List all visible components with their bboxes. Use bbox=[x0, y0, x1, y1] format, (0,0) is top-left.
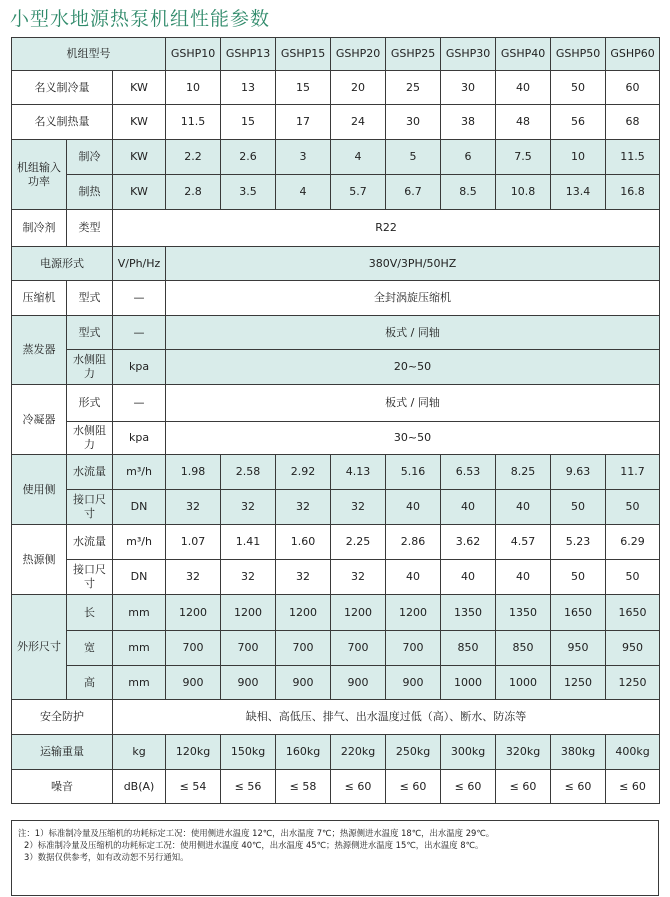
value-cell: ≤ 56 bbox=[221, 770, 276, 804]
value-cell: 1.60 bbox=[276, 525, 331, 560]
value-cell: 10 bbox=[166, 71, 221, 105]
sub-label: 接口尺寸 bbox=[67, 490, 113, 525]
value-cell: 1200 bbox=[276, 595, 331, 631]
row-label: 噪音 bbox=[12, 770, 113, 804]
evaporator-type-row bbox=[12, 316, 660, 350]
value-cell: ≤ 60 bbox=[441, 770, 496, 804]
noise-row bbox=[12, 770, 660, 804]
value-cell: 50 bbox=[606, 490, 660, 525]
value-cell: 1200 bbox=[331, 595, 386, 631]
unit-cell: KW bbox=[113, 175, 166, 210]
value-cell: 2.25 bbox=[331, 525, 386, 560]
row-label: 制冷剂 bbox=[12, 210, 67, 247]
sub-label: 宽 bbox=[67, 631, 113, 666]
value-cell: 3.5 bbox=[221, 175, 276, 210]
value-cell: 6.29 bbox=[606, 525, 660, 560]
group-label: 外形尺寸 bbox=[12, 595, 67, 700]
value-cell: 900 bbox=[331, 666, 386, 700]
value-cell: 2.86 bbox=[386, 525, 441, 560]
compressor-row bbox=[12, 281, 660, 316]
unit-cell: DN bbox=[113, 490, 166, 525]
row-label: 压缩机 bbox=[12, 281, 67, 316]
value-cell: 4 bbox=[276, 175, 331, 210]
value-cell: 50 bbox=[606, 560, 660, 595]
evaporator-resistance-row bbox=[12, 350, 660, 385]
value-cell: 850 bbox=[441, 631, 496, 666]
condenser-type-row bbox=[12, 385, 660, 422]
value-cell: 32 bbox=[166, 560, 221, 595]
use-side-flow-row bbox=[12, 455, 660, 490]
value-cell: 700 bbox=[276, 631, 331, 666]
value-cell: 50 bbox=[551, 560, 606, 595]
unit-cell: KW bbox=[113, 71, 166, 105]
condenser-resistance-row bbox=[12, 422, 660, 455]
model-header-cell: GSHP50 bbox=[551, 38, 606, 71]
value-cell: 11.5 bbox=[606, 140, 660, 175]
value-cell: 32 bbox=[221, 560, 276, 595]
value-cell: 30 bbox=[441, 71, 496, 105]
value-cell: 320kg bbox=[496, 735, 551, 770]
value-cell: 5 bbox=[386, 140, 441, 175]
group-label: 机组输入功率 bbox=[12, 140, 67, 210]
source-side-flow-row bbox=[12, 525, 660, 560]
notes-box bbox=[11, 820, 659, 896]
weight-row bbox=[12, 735, 660, 770]
group-label: 热源侧 bbox=[12, 525, 67, 595]
unit-cell: — bbox=[113, 385, 166, 422]
value-cell: 11.5 bbox=[166, 105, 221, 140]
unit-cell: kpa bbox=[113, 350, 166, 385]
unit-cell: mm bbox=[113, 666, 166, 700]
value-cell: 13 bbox=[221, 71, 276, 105]
value-cell: 1250 bbox=[551, 666, 606, 700]
unit-cell: kg bbox=[113, 735, 166, 770]
sub-label: 长 bbox=[67, 595, 113, 631]
value-cell: 900 bbox=[386, 666, 441, 700]
unit-cell: V/Ph/Hz bbox=[113, 247, 166, 281]
value-cell: 6.7 bbox=[386, 175, 441, 210]
sub-label: 水流量 bbox=[67, 525, 113, 560]
dimension-width-row bbox=[12, 631, 660, 666]
value-cell: 1.41 bbox=[221, 525, 276, 560]
sub-label: 高 bbox=[67, 666, 113, 700]
value-cell: ≤ 60 bbox=[551, 770, 606, 804]
value-cell: 950 bbox=[551, 631, 606, 666]
value-cell: 1.98 bbox=[166, 455, 221, 490]
note-1: 注：1）标准制冷量及压缩机的功耗标定工况：使用侧进水温度 12℃，出水温度 7℃；热源侧进水温度 18℃，出水温度 29℃。 bbox=[18, 828, 495, 838]
value-cell: 25 bbox=[386, 71, 441, 105]
value-cell: ≤ 54 bbox=[166, 770, 221, 804]
value-cell: 40 bbox=[441, 560, 496, 595]
value-cell: ≤ 60 bbox=[606, 770, 660, 804]
unit-cell: m³/h bbox=[113, 455, 166, 490]
value-cell: 9.63 bbox=[551, 455, 606, 490]
value-cell: 40 bbox=[496, 71, 551, 105]
value-cell: 1250 bbox=[606, 666, 660, 700]
sub-label: 型式 bbox=[67, 281, 113, 316]
value-cell: 8.5 bbox=[441, 175, 496, 210]
value-cell: ≤ 58 bbox=[276, 770, 331, 804]
value-cell: 48 bbox=[496, 105, 551, 140]
value-cell: 700 bbox=[386, 631, 441, 666]
value-cell: 220kg bbox=[331, 735, 386, 770]
value-cell: 4.13 bbox=[331, 455, 386, 490]
merged-value-cell: 板式 / 同轴 bbox=[166, 316, 660, 350]
value-cell: 40 bbox=[441, 490, 496, 525]
value-cell: 2.6 bbox=[221, 140, 276, 175]
value-cell: 50 bbox=[551, 490, 606, 525]
sub-label: 水侧阻力 bbox=[67, 422, 113, 455]
group-label: 使用侧 bbox=[12, 455, 67, 525]
model-header-cell: GSHP13 bbox=[221, 38, 276, 71]
merged-value-cell: 板式 / 同轴 bbox=[166, 385, 660, 422]
value-cell: 10 bbox=[551, 140, 606, 175]
safety-row bbox=[12, 700, 660, 735]
unit-cell: DN bbox=[113, 560, 166, 595]
value-cell: 32 bbox=[331, 560, 386, 595]
value-cell: 1200 bbox=[221, 595, 276, 631]
sub-label: 形式 bbox=[67, 385, 113, 422]
value-cell: 300kg bbox=[441, 735, 496, 770]
value-cell: 4.57 bbox=[496, 525, 551, 560]
value-cell: 32 bbox=[331, 490, 386, 525]
value-cell: 50 bbox=[551, 71, 606, 105]
value-cell: 32 bbox=[166, 490, 221, 525]
unit-cell: m³/h bbox=[113, 525, 166, 560]
model-header-label: 机组型号 bbox=[12, 38, 166, 71]
group-label: 冷凝器 bbox=[12, 385, 67, 455]
value-cell: 5.16 bbox=[386, 455, 441, 490]
sub-label: 水流量 bbox=[67, 455, 113, 490]
value-cell: 3.62 bbox=[441, 525, 496, 560]
value-cell: 56 bbox=[551, 105, 606, 140]
model-header-cell: GSHP15 bbox=[276, 38, 331, 71]
value-cell: 120kg bbox=[166, 735, 221, 770]
value-cell: 30 bbox=[386, 105, 441, 140]
value-cell: 150kg bbox=[221, 735, 276, 770]
value-cell: 10.8 bbox=[496, 175, 551, 210]
merged-value-cell: 380V/3PH/50HZ bbox=[166, 247, 660, 281]
refrigerant-row bbox=[12, 210, 660, 247]
value-cell: 900 bbox=[276, 666, 331, 700]
group-label: 蒸发器 bbox=[12, 316, 67, 385]
row-label: 电源形式 bbox=[12, 247, 113, 281]
value-cell: 700 bbox=[331, 631, 386, 666]
value-cell: 17 bbox=[276, 105, 331, 140]
value-cell: 1650 bbox=[551, 595, 606, 631]
heating-capacity-row bbox=[12, 105, 660, 140]
model-header-cell: GSHP60 bbox=[606, 38, 660, 71]
value-cell: 32 bbox=[276, 490, 331, 525]
value-cell: 60 bbox=[606, 71, 660, 105]
sub-label: 制热 bbox=[67, 175, 113, 210]
value-cell: 1000 bbox=[441, 666, 496, 700]
value-cell: 15 bbox=[221, 105, 276, 140]
value-cell: 20 bbox=[331, 71, 386, 105]
value-cell: 5.7 bbox=[331, 175, 386, 210]
value-cell: ≤ 60 bbox=[386, 770, 441, 804]
value-cell: 160kg bbox=[276, 735, 331, 770]
value-cell: 1000 bbox=[496, 666, 551, 700]
merged-value-cell: 缺相、高低压、排气、出水温度过低（高）、断水、防冻等 bbox=[113, 700, 660, 735]
value-cell: 11.7 bbox=[606, 455, 660, 490]
unit-cell: KW bbox=[113, 140, 166, 175]
value-cell: 1650 bbox=[606, 595, 660, 631]
power-supply-row bbox=[12, 247, 660, 281]
value-cell: 2.2 bbox=[166, 140, 221, 175]
row-label: 名义制冷量 bbox=[12, 71, 113, 105]
sub-label: 类型 bbox=[67, 210, 113, 247]
value-cell: 24 bbox=[331, 105, 386, 140]
value-cell: 7.5 bbox=[496, 140, 551, 175]
value-cell: 8.25 bbox=[496, 455, 551, 490]
model-header-cell: GSHP25 bbox=[386, 38, 441, 71]
value-cell: 250kg bbox=[386, 735, 441, 770]
merged-value-cell: R22 bbox=[113, 210, 660, 247]
value-cell: 40 bbox=[386, 490, 441, 525]
value-cell: 6 bbox=[441, 140, 496, 175]
note-3: 3）数据仅供参考，如有改动恕不另行通知。 bbox=[24, 852, 189, 862]
value-cell: 15 bbox=[276, 71, 331, 105]
value-cell: 950 bbox=[606, 631, 660, 666]
value-cell: 1350 bbox=[496, 595, 551, 631]
row-label: 安全防护 bbox=[12, 700, 113, 735]
sub-label: 制冷 bbox=[67, 140, 113, 175]
use-side-port-row bbox=[12, 490, 660, 525]
header-row bbox=[12, 38, 660, 71]
model-header-cell: GSHP40 bbox=[496, 38, 551, 71]
value-cell: 5.23 bbox=[551, 525, 606, 560]
source-side-port-row bbox=[12, 560, 660, 595]
value-cell: 68 bbox=[606, 105, 660, 140]
unit-cell: mm bbox=[113, 595, 166, 631]
model-header-cell: GSHP10 bbox=[166, 38, 221, 71]
input-power-cooling-row bbox=[12, 140, 660, 175]
page-title: 小型水地源热泵机组性能参数 bbox=[10, 8, 271, 30]
value-cell: 32 bbox=[221, 490, 276, 525]
dimension-height-row bbox=[12, 666, 660, 700]
merged-value-cell: 30~50 bbox=[166, 422, 660, 455]
cooling-capacity-row bbox=[12, 71, 660, 105]
unit-cell: — bbox=[113, 316, 166, 350]
value-cell: 3 bbox=[276, 140, 331, 175]
note-2: 2）标准制冷量及压缩机的功耗标定工况：使用侧进水温度 40℃，出水温度 45℃；热源侧进水温度 15℃，出水温度 8℃。 bbox=[24, 840, 484, 850]
value-cell: ≤ 60 bbox=[496, 770, 551, 804]
value-cell: 38 bbox=[441, 105, 496, 140]
value-cell: 400kg bbox=[606, 735, 660, 770]
value-cell: 13.4 bbox=[551, 175, 606, 210]
value-cell: 2.8 bbox=[166, 175, 221, 210]
value-cell: 4 bbox=[331, 140, 386, 175]
value-cell: 900 bbox=[166, 666, 221, 700]
value-cell: 900 bbox=[221, 666, 276, 700]
value-cell: 2.58 bbox=[221, 455, 276, 490]
merged-value-cell: 全封涡旋压缩机 bbox=[166, 281, 660, 316]
unit-cell: dB(A) bbox=[113, 770, 166, 804]
value-cell: 700 bbox=[166, 631, 221, 666]
model-header-cell: GSHP30 bbox=[441, 38, 496, 71]
value-cell: 40 bbox=[496, 560, 551, 595]
value-cell: 850 bbox=[496, 631, 551, 666]
unit-cell: — bbox=[113, 281, 166, 316]
input-power-heating-row bbox=[12, 175, 660, 210]
unit-cell: KW bbox=[113, 105, 166, 140]
value-cell: 32 bbox=[276, 560, 331, 595]
value-cell: 40 bbox=[386, 560, 441, 595]
model-header-cell: GSHP20 bbox=[331, 38, 386, 71]
value-cell: 1200 bbox=[386, 595, 441, 631]
unit-cell: kpa bbox=[113, 422, 166, 455]
unit-cell: mm bbox=[113, 631, 166, 666]
row-label: 运输重量 bbox=[12, 735, 113, 770]
row-label: 名义制热量 bbox=[12, 105, 113, 140]
value-cell: 6.53 bbox=[441, 455, 496, 490]
merged-value-cell: 20~50 bbox=[166, 350, 660, 385]
value-cell: 1350 bbox=[441, 595, 496, 631]
value-cell: ≤ 60 bbox=[331, 770, 386, 804]
value-cell: 16.8 bbox=[606, 175, 660, 210]
value-cell: 700 bbox=[221, 631, 276, 666]
sub-label: 水侧阻力 bbox=[67, 350, 113, 385]
sub-label: 接口尺寸 bbox=[67, 560, 113, 595]
spec-table bbox=[11, 37, 660, 804]
value-cell: 40 bbox=[496, 490, 551, 525]
value-cell: 1.07 bbox=[166, 525, 221, 560]
value-cell: 2.92 bbox=[276, 455, 331, 490]
value-cell: 1200 bbox=[166, 595, 221, 631]
value-cell: 380kg bbox=[551, 735, 606, 770]
dimension-length-row bbox=[12, 595, 660, 631]
sub-label: 型式 bbox=[67, 316, 113, 350]
